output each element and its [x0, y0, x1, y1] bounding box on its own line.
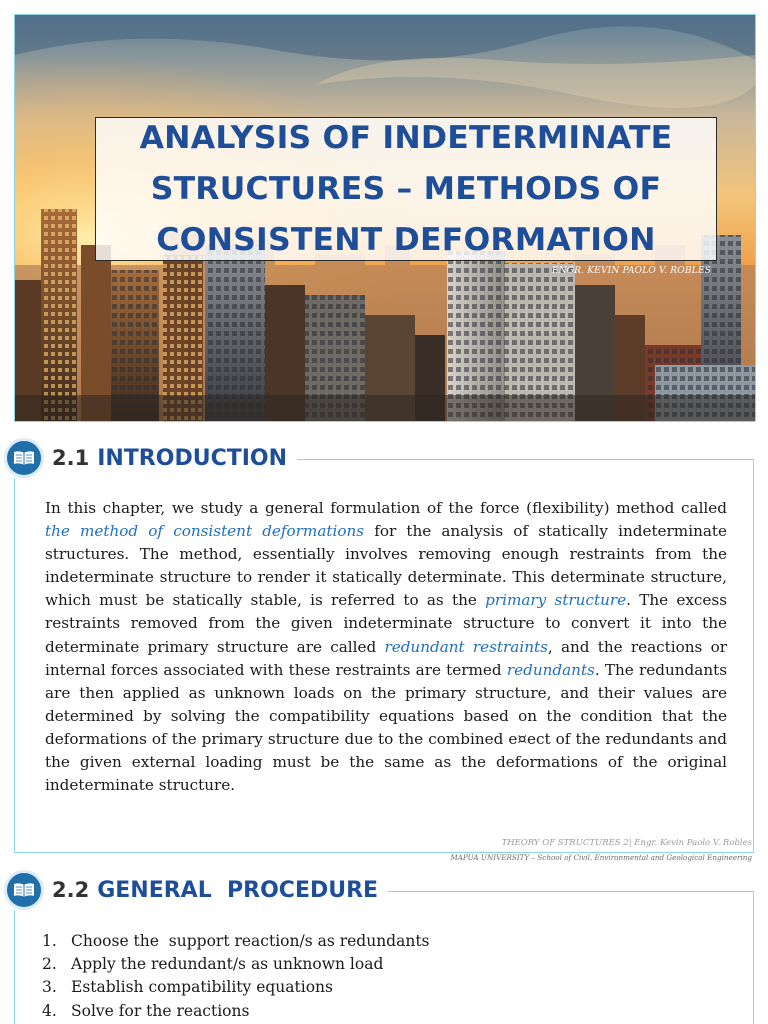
- procedure-steps: [42, 930, 430, 1023]
- key-term: primary structure: [485, 591, 627, 610]
- key-term: the method of consistent deformations: [45, 522, 365, 541]
- list-item: [42, 930, 430, 953]
- title-line: CONSISTENT DEFORMATION: [156, 221, 656, 258]
- paragraph-text: . The excess restraints removed from the given indeterminate structure to convert it into the determinate primary structure are called: [45, 591, 727, 656]
- step-text: Establish compatibility equations: [71, 978, 333, 997]
- paragraph-text: In this chapter, we study a general formulation of the force (flexibility) method called: [45, 499, 727, 517]
- document-title: [140, 113, 673, 266]
- step-number: 2.: [42, 955, 57, 974]
- list-item: [42, 953, 430, 976]
- cover-banner: [14, 14, 756, 422]
- step-number: 1.: [42, 932, 57, 950]
- step-number: 4.: [42, 1001, 57, 1020]
- course-footer: THEORY OF STRUCTURES 2| Engr. Kevin Paolo V. Robles: [501, 838, 752, 848]
- section-title: GENERAL PROCEDURE: [97, 877, 379, 903]
- title-line: ANALYSIS OF INDETERMINATE: [139, 119, 673, 156]
- list-item: [42, 1000, 430, 1023]
- section-title: INTRODUCTION: [97, 445, 288, 471]
- step-text: Apply the redundant/s as unknown load: [71, 955, 384, 974]
- introduction-paragraph: [45, 497, 727, 797]
- step-number: 3.: [42, 978, 57, 997]
- open-book-icon: [4, 438, 44, 478]
- section-number: 2.1: [52, 446, 90, 470]
- paragraph-text: for the analysis of statically indeterminate structures. The method, essentially involves removing enough restraints from the indeterminate structure to render it statically determinate. This determinate structure, which must be statically stable, is referred to as the: [45, 522, 727, 610]
- list-item: [42, 976, 430, 999]
- paragraph-text: , and the reactions or internal forces associated with these restraints are termed: [45, 637, 727, 679]
- step-text: Choose the support reaction/s as redundants: [71, 932, 430, 950]
- key-term: redundant restraints: [384, 637, 548, 656]
- university-footer: MAPUA UNIVERSITY – School of Civil, Environmental and Geological Engineering: [450, 853, 752, 862]
- open-book-icon: [4, 870, 44, 910]
- step-text: Solve for the reactions: [71, 1001, 250, 1020]
- author-credit: ENGR. KEVIN PAOLO V. ROBLES: [551, 266, 711, 276]
- paragraph-text: . The redundants are then applied as unknown loads on the primary structure, and their values are determined by solving the compatibility equations based on the condition that the deformations of the primary structure due to the combined e¤ect of the redundants and the given external loading must be the same as the deformations of the original indeterminate structure.: [45, 660, 727, 795]
- key-term: redundants: [506, 660, 595, 679]
- title-box: [95, 117, 717, 261]
- section-number: 2.2: [52, 878, 90, 902]
- introduction-heading: [4, 438, 297, 478]
- title-line: STRUCTURES – METHODS OF: [150, 170, 662, 207]
- procedure-heading: [4, 870, 388, 910]
